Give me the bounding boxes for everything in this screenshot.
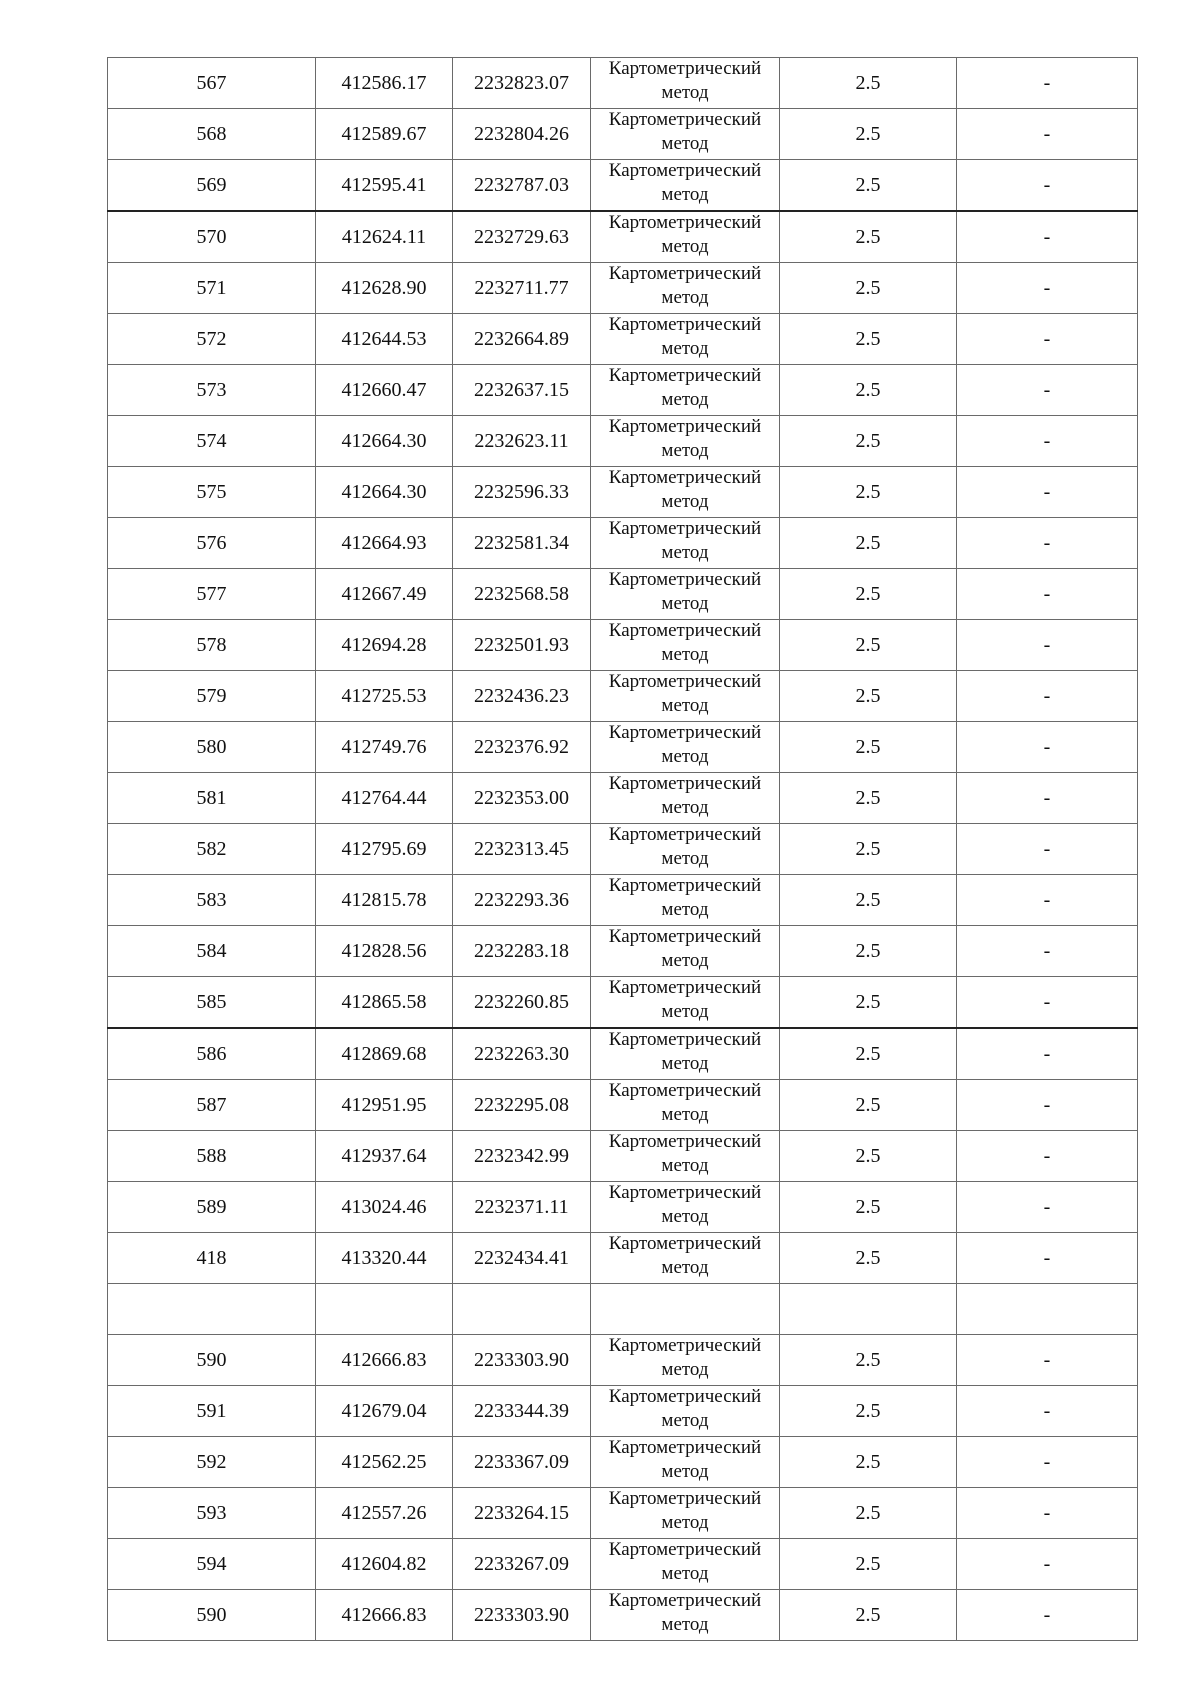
y-coordinate-cell: 2232501.93	[453, 620, 591, 671]
x-coordinate-cell: 412815.78	[316, 875, 453, 926]
y-coordinate-cell: 2232568.58	[453, 569, 591, 620]
table-row	[108, 722, 1138, 773]
method-text: Картометрический метод	[608, 1335, 762, 1380]
point-number-cell: 578	[108, 620, 316, 671]
accuracy-cell: 2.5	[780, 58, 957, 109]
table-row	[108, 1590, 1138, 1641]
x-coordinate-cell: 412951.95	[316, 1080, 453, 1131]
table-row	[108, 1131, 1138, 1182]
y-coordinate-cell: 2232376.92	[453, 722, 591, 773]
note-cell: -	[957, 467, 1138, 518]
point-number-cell: 584	[108, 926, 316, 977]
method-text: Картометрический метод	[608, 416, 762, 461]
method-cell	[591, 1539, 780, 1590]
y-coordinate-cell: 2233367.09	[453, 1437, 591, 1488]
note-cell: -	[957, 416, 1138, 467]
point-number-cell: 586	[108, 1028, 316, 1080]
x-coordinate-cell: 412595.41	[316, 160, 453, 212]
y-coordinate-cell: 2232637.15	[453, 365, 591, 416]
point-number-cell: 573	[108, 365, 316, 416]
table-row	[108, 620, 1138, 671]
note-cell: -	[957, 1539, 1138, 1590]
method-text: Картометрический метод	[608, 160, 762, 205]
accuracy-cell: 2.5	[780, 620, 957, 671]
y-coordinate-cell: 2232283.18	[453, 926, 591, 977]
point-number-cell: 577	[108, 569, 316, 620]
method-text: Картометрический метод	[608, 1080, 762, 1125]
accuracy-cell: 2.5	[780, 416, 957, 467]
accuracy-cell: 2.5	[780, 1437, 957, 1488]
point-number-cell: 576	[108, 518, 316, 569]
table-row	[108, 365, 1138, 416]
note-cell: -	[957, 773, 1138, 824]
point-number-cell: 589	[108, 1182, 316, 1233]
x-coordinate-cell: 412666.83	[316, 1335, 453, 1386]
x-coordinate-cell: 412725.53	[316, 671, 453, 722]
accuracy-cell: 2.5	[780, 1539, 957, 1590]
method-cell	[591, 569, 780, 620]
note-cell: -	[957, 314, 1138, 365]
method-text: Картометрический метод	[608, 671, 762, 716]
method-text: Картометрический метод	[608, 620, 762, 665]
method-cell	[591, 467, 780, 518]
note-cell: -	[957, 263, 1138, 314]
y-coordinate-cell: 2232664.89	[453, 314, 591, 365]
y-coordinate-cell	[453, 1284, 591, 1335]
accuracy-cell: 2.5	[780, 314, 957, 365]
y-coordinate-cell: 2232804.26	[453, 109, 591, 160]
y-coordinate-cell: 2233264.15	[453, 1488, 591, 1539]
note-cell: -	[957, 1233, 1138, 1284]
method-text: Картометрический метод	[608, 467, 762, 512]
method-cell	[591, 1028, 780, 1080]
accuracy-cell: 2.5	[780, 773, 957, 824]
method-text: Картометрический метод	[608, 212, 762, 257]
method-text: Картометрический метод	[608, 875, 762, 920]
y-coordinate-cell: 2233303.90	[453, 1335, 591, 1386]
y-coordinate-cell: 2232313.45	[453, 824, 591, 875]
table-row	[108, 1028, 1138, 1080]
note-cell: -	[957, 926, 1138, 977]
y-coordinate-cell: 2232353.00	[453, 773, 591, 824]
method-cell	[591, 926, 780, 977]
accuracy-cell: 2.5	[780, 722, 957, 773]
point-number-cell: 575	[108, 467, 316, 518]
table-row	[108, 1233, 1138, 1284]
method-text: Картометрический метод	[608, 773, 762, 818]
method-cell	[591, 1335, 780, 1386]
method-text: Картометрический метод	[608, 314, 762, 359]
note-cell: -	[957, 722, 1138, 773]
method-cell	[591, 1386, 780, 1437]
coordinates-table	[107, 57, 1138, 1641]
accuracy-cell: 2.5	[780, 365, 957, 416]
accuracy-cell: 2.5	[780, 160, 957, 212]
method-cell	[591, 109, 780, 160]
point-number-cell: 572	[108, 314, 316, 365]
method-cell	[591, 160, 780, 212]
method-cell	[591, 722, 780, 773]
method-cell	[591, 211, 780, 263]
method-cell	[591, 1284, 780, 1335]
table-row	[108, 467, 1138, 518]
x-coordinate-cell: 412644.53	[316, 314, 453, 365]
method-cell	[591, 1182, 780, 1233]
y-coordinate-cell: 2232436.23	[453, 671, 591, 722]
point-number-cell: 568	[108, 109, 316, 160]
y-coordinate-cell: 2232623.11	[453, 416, 591, 467]
y-coordinate-cell: 2232371.11	[453, 1182, 591, 1233]
method-cell	[591, 1080, 780, 1131]
table-row	[108, 1335, 1138, 1386]
note-cell: -	[957, 1080, 1138, 1131]
table-row	[108, 824, 1138, 875]
point-number-cell: 590	[108, 1335, 316, 1386]
method-cell	[591, 1131, 780, 1182]
y-coordinate-cell: 2233267.09	[453, 1539, 591, 1590]
point-number-cell	[108, 1284, 316, 1335]
table-row	[108, 773, 1138, 824]
y-coordinate-cell: 2232729.63	[453, 211, 591, 263]
x-coordinate-cell: 413024.46	[316, 1182, 453, 1233]
note-cell: -	[957, 365, 1138, 416]
accuracy-cell: 2.5	[780, 977, 957, 1029]
accuracy-cell: 2.5	[780, 1233, 957, 1284]
table-row	[108, 211, 1138, 263]
point-number-cell: 594	[108, 1539, 316, 1590]
method-cell	[591, 263, 780, 314]
note-cell: -	[957, 160, 1138, 212]
note-cell: -	[957, 1590, 1138, 1641]
table-row	[108, 1539, 1138, 1590]
table-row-empty	[108, 1284, 1138, 1335]
point-number-cell: 567	[108, 58, 316, 109]
note-cell: -	[957, 518, 1138, 569]
accuracy-cell: 2.5	[780, 1488, 957, 1539]
x-coordinate-cell: 412628.90	[316, 263, 453, 314]
note-cell: -	[957, 1028, 1138, 1080]
y-coordinate-cell: 2232342.99	[453, 1131, 591, 1182]
y-coordinate-cell: 2233344.39	[453, 1386, 591, 1437]
x-coordinate-cell: 412624.11	[316, 211, 453, 263]
method-cell	[591, 365, 780, 416]
x-coordinate-cell: 412865.58	[316, 977, 453, 1029]
method-text: Картометрический метод	[608, 824, 762, 869]
method-cell	[591, 620, 780, 671]
x-coordinate-cell	[316, 1284, 453, 1335]
note-cell: -	[957, 671, 1138, 722]
point-number-cell: 579	[108, 671, 316, 722]
note-cell: -	[957, 620, 1138, 671]
x-coordinate-cell: 413320.44	[316, 1233, 453, 1284]
x-coordinate-cell: 412666.83	[316, 1590, 453, 1641]
y-coordinate-cell: 2232596.33	[453, 467, 591, 518]
accuracy-cell: 2.5	[780, 824, 957, 875]
method-text: Картометрический метод	[608, 1029, 762, 1074]
point-number-cell: 588	[108, 1131, 316, 1182]
method-text: Картометрический метод	[608, 1539, 762, 1584]
accuracy-cell: 2.5	[780, 467, 957, 518]
method-cell	[591, 1437, 780, 1488]
note-cell: -	[957, 1488, 1138, 1539]
method-text: Картометрический метод	[608, 1131, 762, 1176]
y-coordinate-cell: 2232787.03	[453, 160, 591, 212]
method-text: Картометрический метод	[608, 1386, 762, 1431]
accuracy-cell: 2.5	[780, 211, 957, 263]
x-coordinate-cell: 412749.76	[316, 722, 453, 773]
coordinates-table-body	[108, 58, 1138, 1641]
method-text: Картометрический метод	[608, 1590, 762, 1635]
x-coordinate-cell: 412660.47	[316, 365, 453, 416]
point-number-cell: 591	[108, 1386, 316, 1437]
x-coordinate-cell: 412937.64	[316, 1131, 453, 1182]
point-number-cell: 569	[108, 160, 316, 212]
point-number-cell: 590	[108, 1590, 316, 1641]
note-cell: -	[957, 1182, 1138, 1233]
table-row	[108, 977, 1138, 1029]
note-cell: -	[957, 109, 1138, 160]
method-cell	[591, 773, 780, 824]
y-coordinate-cell: 2232581.34	[453, 518, 591, 569]
table-row	[108, 58, 1138, 109]
method-cell	[591, 416, 780, 467]
table-row	[108, 875, 1138, 926]
x-coordinate-cell: 412562.25	[316, 1437, 453, 1488]
table-row	[108, 1488, 1138, 1539]
accuracy-cell: 2.5	[780, 569, 957, 620]
y-coordinate-cell: 2232823.07	[453, 58, 591, 109]
accuracy-cell: 2.5	[780, 1080, 957, 1131]
table-row	[108, 263, 1138, 314]
point-number-cell: 585	[108, 977, 316, 1029]
method-cell	[591, 314, 780, 365]
table-row	[108, 671, 1138, 722]
table-row	[108, 1437, 1138, 1488]
x-coordinate-cell: 412667.49	[316, 569, 453, 620]
method-text: Картометрический метод	[608, 926, 762, 971]
method-text: Картометрический метод	[608, 263, 762, 308]
point-number-cell: 593	[108, 1488, 316, 1539]
method-text: Картометрический метод	[608, 1233, 762, 1278]
point-number-cell: 580	[108, 722, 316, 773]
method-text: Картометрический метод	[608, 109, 762, 154]
method-text: Картометрический метод	[608, 977, 762, 1022]
method-cell	[591, 1233, 780, 1284]
point-number-cell: 592	[108, 1437, 316, 1488]
accuracy-cell: 2.5	[780, 926, 957, 977]
note-cell: -	[957, 1386, 1138, 1437]
x-coordinate-cell: 412694.28	[316, 620, 453, 671]
method-text: Картометрический метод	[608, 1437, 762, 1482]
x-coordinate-cell: 412828.56	[316, 926, 453, 977]
point-number-cell: 570	[108, 211, 316, 263]
table-row	[108, 1386, 1138, 1437]
method-text: Картометрический метод	[608, 365, 762, 410]
accuracy-cell: 2.5	[780, 109, 957, 160]
note-cell: -	[957, 1131, 1138, 1182]
table-row	[108, 518, 1138, 569]
x-coordinate-cell: 412869.68	[316, 1028, 453, 1080]
table-row	[108, 569, 1138, 620]
method-cell	[591, 977, 780, 1029]
method-cell	[591, 518, 780, 569]
x-coordinate-cell: 412679.04	[316, 1386, 453, 1437]
method-text: Картометрический метод	[608, 1488, 762, 1533]
table-row	[108, 926, 1138, 977]
x-coordinate-cell: 412589.67	[316, 109, 453, 160]
y-coordinate-cell: 2232434.41	[453, 1233, 591, 1284]
accuracy-cell: 2.5	[780, 1386, 957, 1437]
y-coordinate-cell: 2232295.08	[453, 1080, 591, 1131]
table-row	[108, 416, 1138, 467]
note-cell: -	[957, 824, 1138, 875]
table-row	[108, 109, 1138, 160]
accuracy-cell: 2.5	[780, 263, 957, 314]
note-cell: -	[957, 211, 1138, 263]
method-text: Картометрический метод	[608, 722, 762, 767]
point-number-cell: 582	[108, 824, 316, 875]
point-number-cell: 581	[108, 773, 316, 824]
y-coordinate-cell: 2232711.77	[453, 263, 591, 314]
note-cell	[957, 1284, 1138, 1335]
accuracy-cell: 2.5	[780, 1182, 957, 1233]
point-number-cell: 574	[108, 416, 316, 467]
method-cell	[591, 1488, 780, 1539]
point-number-cell: 583	[108, 875, 316, 926]
method-cell	[591, 875, 780, 926]
accuracy-cell: 2.5	[780, 671, 957, 722]
note-cell: -	[957, 58, 1138, 109]
x-coordinate-cell: 412586.17	[316, 58, 453, 109]
accuracy-cell: 2.5	[780, 875, 957, 926]
accuracy-cell: 2.5	[780, 1590, 957, 1641]
table-row	[108, 1182, 1138, 1233]
accuracy-cell: 2.5	[780, 1335, 957, 1386]
point-number-cell: 587	[108, 1080, 316, 1131]
x-coordinate-cell: 412664.30	[316, 416, 453, 467]
x-coordinate-cell: 412664.30	[316, 467, 453, 518]
x-coordinate-cell: 412764.44	[316, 773, 453, 824]
x-coordinate-cell: 412604.82	[316, 1539, 453, 1590]
x-coordinate-cell: 412557.26	[316, 1488, 453, 1539]
y-coordinate-cell: 2232293.36	[453, 875, 591, 926]
point-number-cell: 418	[108, 1233, 316, 1284]
y-coordinate-cell: 2232263.30	[453, 1028, 591, 1080]
x-coordinate-cell: 412795.69	[316, 824, 453, 875]
table-row	[108, 1080, 1138, 1131]
note-cell: -	[957, 1335, 1138, 1386]
note-cell: -	[957, 1437, 1138, 1488]
accuracy-cell: 2.5	[780, 1028, 957, 1080]
x-coordinate-cell: 412664.93	[316, 518, 453, 569]
note-cell: -	[957, 977, 1138, 1029]
point-number-cell: 571	[108, 263, 316, 314]
y-coordinate-cell: 2233303.90	[453, 1590, 591, 1641]
accuracy-cell: 2.5	[780, 518, 957, 569]
method-cell	[591, 58, 780, 109]
note-cell: -	[957, 569, 1138, 620]
method-text: Картометрический метод	[608, 518, 762, 563]
method-cell	[591, 671, 780, 722]
accuracy-cell: 2.5	[780, 1131, 957, 1182]
document-page	[107, 57, 1137, 1641]
method-cell	[591, 824, 780, 875]
method-text: Картометрический метод	[608, 1182, 762, 1227]
method-cell	[591, 1590, 780, 1641]
accuracy-cell	[780, 1284, 957, 1335]
table-row	[108, 160, 1138, 212]
method-text: Картометрический метод	[608, 569, 762, 614]
y-coordinate-cell: 2232260.85	[453, 977, 591, 1029]
method-text: Картометрический метод	[608, 58, 762, 103]
table-row	[108, 314, 1138, 365]
note-cell: -	[957, 875, 1138, 926]
